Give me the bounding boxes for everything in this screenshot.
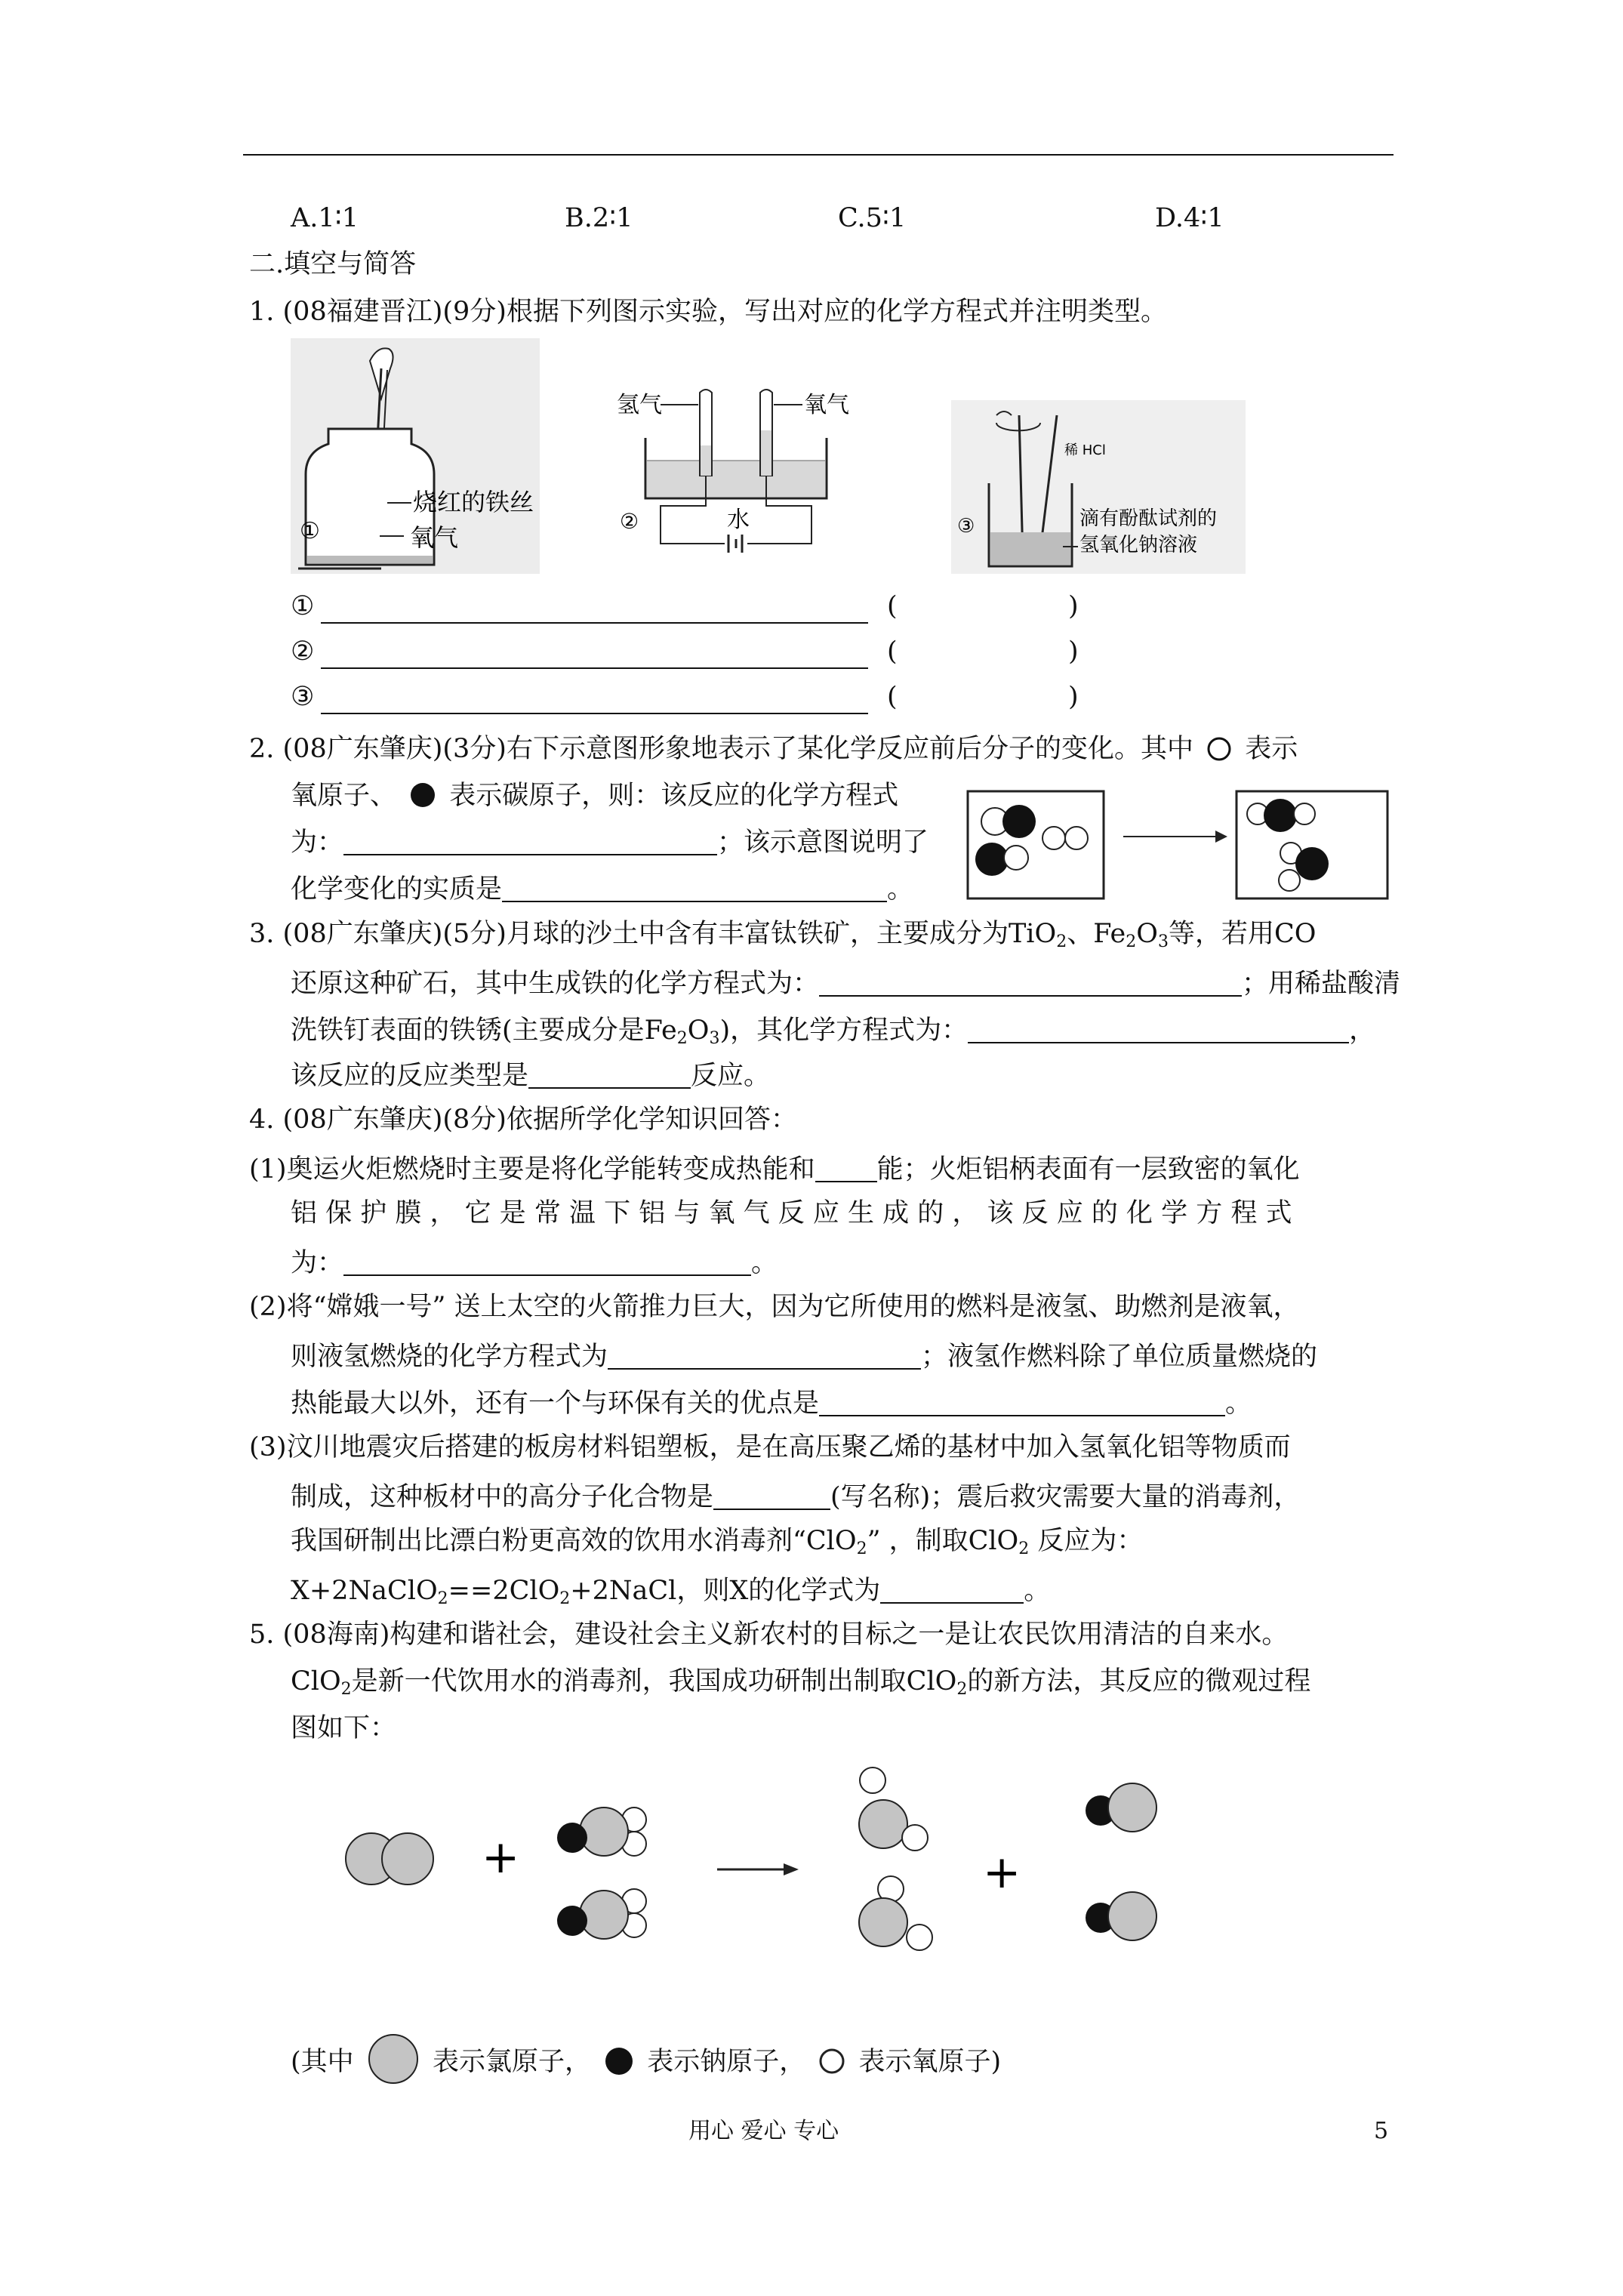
q3-line1-text: 3. (08广东肇庆)(5分)月球的沙土中含有丰富钛铁矿，主要成分为TiO bbox=[249, 919, 1057, 949]
q1-answer-mark-1: ① bbox=[291, 591, 315, 621]
q4-p1-line1 bbox=[249, 1154, 1300, 1183]
q4-hydrogen-equation-blank[interactable] bbox=[608, 1341, 921, 1370]
q1-answer-blank-2[interactable] bbox=[321, 667, 868, 669]
fig3-label-sol1: 滴有酚酞试剂的 bbox=[1079, 507, 1218, 530]
q2-line2 bbox=[291, 781, 898, 809]
q5-plus-2: + bbox=[983, 1846, 1021, 1899]
q2-equation-blank[interactable] bbox=[343, 827, 717, 855]
fig3-label-hcl: 稀 HCl bbox=[1064, 442, 1106, 458]
q4-p1-line2: 铝 保 护 膜 ， 它 是 常 温 下 铝 与 氧 气 反 应 生 成 的 ， 该 反 应 的 化 学 方 程 式 bbox=[291, 1198, 1292, 1228]
q3-line2-end: ；用稀盐酸清 bbox=[1242, 969, 1401, 999]
q4-p3-line4-text: X+2NaClO bbox=[291, 1576, 438, 1606]
chlorine-atom-icon bbox=[367, 2032, 420, 2085]
q2-line1-end: 表示 bbox=[1245, 734, 1298, 764]
q4-x-formula-blank[interactable] bbox=[880, 1575, 1024, 1604]
q3-line3-sub-1: 2 bbox=[676, 1029, 688, 1048]
fig2-number: ② bbox=[620, 509, 639, 534]
q4-stem: 4. (08广东肇庆)(8分)依据所学化学知识回答： bbox=[249, 1105, 797, 1135]
q4-p1-line3-text: 为： bbox=[291, 1248, 344, 1278]
fig2-label-o2: 氧气 bbox=[804, 392, 849, 418]
q5-line2-mid: 是新一代饮用水的消毒剂，我国成功研制出制取ClO bbox=[351, 1666, 957, 1697]
q4-p3-line4-mid: ==2ClO bbox=[448, 1576, 560, 1606]
q1-paren-close-3: ) bbox=[1068, 682, 1079, 712]
fig3-label-sol2: 氢氧化钠溶液 bbox=[1079, 534, 1198, 556]
q3-line3-sub-2: 3 bbox=[709, 1029, 720, 1048]
q5-line1: 5. (08海南)构建和谐社会，建设社会主义新农村的目标之一是让农民饮用清洁的自来水。 bbox=[249, 1620, 1289, 1650]
q4-polymer-blank[interactable] bbox=[713, 1481, 830, 1510]
q4-p3-line4 bbox=[291, 1575, 1051, 1608]
q4-p2-line3-text: 热能最大以外，还有一个与环保有关的优点是 bbox=[291, 1388, 820, 1419]
q5-legend-sodium: 表示钠原子， bbox=[647, 2047, 806, 2077]
sodium-atom-icon bbox=[604, 2046, 634, 2076]
q2-line4-text: 化学变化的实质是 bbox=[291, 874, 503, 905]
q4-p3-line4-sub-2: 2 bbox=[559, 1589, 571, 1608]
q3-sub-1: 2 bbox=[1056, 932, 1067, 951]
q2-molecule-diagram bbox=[966, 785, 1389, 906]
figure-electrolysis bbox=[615, 385, 868, 559]
q4-aluminum-equation-blank[interactable] bbox=[343, 1247, 751, 1276]
q4-p3-line2-end: (写名称)；震后救灾需要大量的消毒剂， bbox=[830, 1482, 1301, 1512]
q1-paren-close-2: ) bbox=[1068, 636, 1079, 667]
q3-line1 bbox=[249, 919, 1317, 951]
q3-sub-3: 3 bbox=[1157, 932, 1169, 951]
q3-line1-mid2: O bbox=[1136, 919, 1158, 949]
q4-energy-blank[interactable] bbox=[815, 1154, 877, 1182]
q4-p2-line2-end: ；液氢作燃料除了单位质量燃烧的 bbox=[921, 1342, 1318, 1372]
page-number: 5 bbox=[1374, 2118, 1389, 2144]
q4-p1-line1-text: (1)奥运火炬燃烧时主要是将化学能转变成热能和 bbox=[249, 1154, 815, 1185]
q4-p3-line2 bbox=[291, 1481, 1300, 1511]
q4-p3-sub-2: 2 bbox=[1018, 1539, 1030, 1558]
q4-p2-line2-text: 则液氢燃烧的化学方程式为 bbox=[291, 1342, 608, 1372]
q3-rust-equation-blank[interactable] bbox=[968, 1015, 1349, 1043]
fig2-label-water: 水 bbox=[727, 507, 750, 533]
q2-line2-end: 表示碳原子，则：该反应的化学方程式 bbox=[449, 781, 899, 811]
q4-p3-line3-end: 反应为： bbox=[1029, 1526, 1144, 1556]
q4-p3-line4-mid2: +2NaCl，则X的化学式为 bbox=[570, 1576, 881, 1606]
header-rule bbox=[243, 154, 1394, 156]
q3-line1-end: 等，若用CO bbox=[1168, 919, 1317, 949]
q5-legend-oxygen: 表示氧原子) bbox=[858, 2047, 1002, 2077]
q1-paren-open-1: ( bbox=[887, 591, 898, 621]
figure-neutralization bbox=[951, 400, 1246, 574]
q3-line3-mid2: )，其化学方程式为： bbox=[719, 1015, 969, 1046]
q4-p1-line3 bbox=[291, 1247, 778, 1277]
q4-advantage-blank[interactable] bbox=[819, 1388, 1225, 1416]
q3-line4-end: 反应。 bbox=[691, 1061, 771, 1091]
q4-p3-line4-end: 。 bbox=[1024, 1576, 1051, 1606]
q4-p2-line1: (2)将“嫦娥一号” 送上太空的火箭推力巨大，因为它所使用的燃料是液氢、助燃剂是液氧， bbox=[249, 1292, 1300, 1322]
q3-line4 bbox=[291, 1060, 770, 1089]
fig1-label-gas: 氧气 bbox=[410, 523, 459, 552]
q3-line2-text: 还原这种矿石，其中生成铁的化学方程式为： bbox=[291, 969, 820, 999]
q3-line3 bbox=[291, 1015, 1376, 1048]
q4-p3-line2-text: 制成，这种板材中的高分子化合物是 bbox=[291, 1482, 714, 1512]
q1-answer-mark-2: ② bbox=[291, 636, 315, 667]
q4-p3-sub-1: 2 bbox=[856, 1539, 867, 1558]
q2-line1 bbox=[249, 736, 1298, 763]
q1-paren-open-3: ( bbox=[887, 682, 898, 712]
q1-answer-blank-1[interactable] bbox=[321, 622, 868, 624]
q2-line1-text: 2. (08广东肇庆)(3分)右下示意图形象地表示了某化学反应前后分子的变化。其中 bbox=[249, 734, 1193, 764]
section-title: 二.填空与简答 bbox=[249, 249, 417, 279]
q5-plus-1: + bbox=[482, 1831, 520, 1884]
q5-sub-2: 2 bbox=[956, 1680, 968, 1699]
option-c: C.5∶1 bbox=[838, 203, 907, 233]
carbon-atom-icon bbox=[409, 781, 436, 809]
q5-sub-1: 2 bbox=[340, 1680, 352, 1699]
q4-p2-line3-end: 。 bbox=[1225, 1388, 1252, 1419]
q4-p3-line4-sub-1: 2 bbox=[437, 1589, 448, 1608]
q2-line4-end: 。 bbox=[887, 874, 914, 905]
q3-line4-text: 该反应的反应类型是 bbox=[291, 1061, 529, 1091]
q2-line3 bbox=[291, 827, 929, 856]
q3-line3-text: 洗铁钉表面的铁锈(主要成分是Fe bbox=[291, 1015, 677, 1046]
option-a: A.1∶1 bbox=[291, 203, 359, 233]
q3-reaction-type-blank[interactable] bbox=[528, 1060, 691, 1089]
q3-line3-mid: O bbox=[687, 1015, 710, 1046]
q4-p3-line3-text: 我国研制出比漂白粉更高效的饮用水消毒剂“ClO bbox=[291, 1526, 857, 1556]
q1-answer-mark-3: ③ bbox=[291, 682, 315, 712]
q1-paren-open-2: ( bbox=[887, 636, 898, 667]
q2-line3-end: ；该示意图说明了 bbox=[717, 827, 929, 858]
fig1-number: ① bbox=[300, 518, 320, 544]
q4-p1-line1-end: 能；火炬铝柄表面有一层致密的氧化 bbox=[876, 1154, 1300, 1185]
q5-reaction-diagram bbox=[332, 1759, 1238, 1963]
q3-line3-end: ， bbox=[1349, 1015, 1376, 1046]
q3-sub-2: 2 bbox=[1126, 932, 1137, 951]
oxygen-atom-legend-icon bbox=[818, 2048, 845, 2075]
q3-line2 bbox=[291, 968, 1400, 997]
fig2-label-h2: 氢气 bbox=[617, 392, 662, 418]
q5-line2-end: 的新方法，其反应的微观过程 bbox=[967, 1666, 1311, 1697]
q4-p3-line1: (3)汶川地震灾后搭建的板房材料铝塑板，是在高压聚乙烯的基材中加入氢氧化铝等物质而 bbox=[249, 1432, 1291, 1462]
q5-legend-chlorine: 表示氯原子， bbox=[432, 2047, 591, 2077]
option-b: B.2∶1 bbox=[565, 203, 633, 233]
q4-p2-line3 bbox=[291, 1388, 1252, 1417]
q4-p3-line3 bbox=[291, 1526, 1144, 1558]
fig3-number: ③ bbox=[957, 515, 975, 538]
option-d: D.4∶1 bbox=[1155, 203, 1224, 233]
q3-iron-equation-blank[interactable] bbox=[819, 968, 1242, 997]
q5-legend-start: (其中 bbox=[291, 2047, 354, 2077]
figure-iron-burning bbox=[291, 338, 540, 574]
q2-line3-text: 为： bbox=[291, 827, 344, 858]
q5-line2 bbox=[291, 1666, 1311, 1699]
q2-line4 bbox=[291, 874, 913, 903]
q1-paren-close-1: ) bbox=[1068, 591, 1079, 621]
q4-p3-line3-mid: ” ，制取ClO bbox=[867, 1526, 1019, 1556]
q2-line2-text: 氧原子、 bbox=[291, 781, 397, 811]
footer-motto: 用心 爱心 专心 bbox=[688, 2118, 839, 2144]
q2-essence-blank[interactable] bbox=[502, 874, 887, 902]
q4-p1-line3-end: 。 bbox=[751, 1248, 778, 1278]
q3-line1-mid: 、Fe bbox=[1067, 919, 1126, 949]
q1-answer-blank-3[interactable] bbox=[321, 713, 868, 714]
q4-p2-line2 bbox=[291, 1341, 1317, 1370]
q5-line2-start: ClO bbox=[291, 1666, 341, 1697]
fig1-label-wire: 烧红的铁丝 bbox=[413, 488, 534, 516]
q5-legend bbox=[291, 2032, 1001, 2085]
q1-stem: 1. (08福建晋江)(9分)根据下列图示实验，写出对应的化学方程式并注明类型。 bbox=[249, 297, 1167, 327]
oxygen-atom-icon bbox=[1206, 736, 1232, 762]
q5-line3: 图如下： bbox=[291, 1713, 397, 1743]
